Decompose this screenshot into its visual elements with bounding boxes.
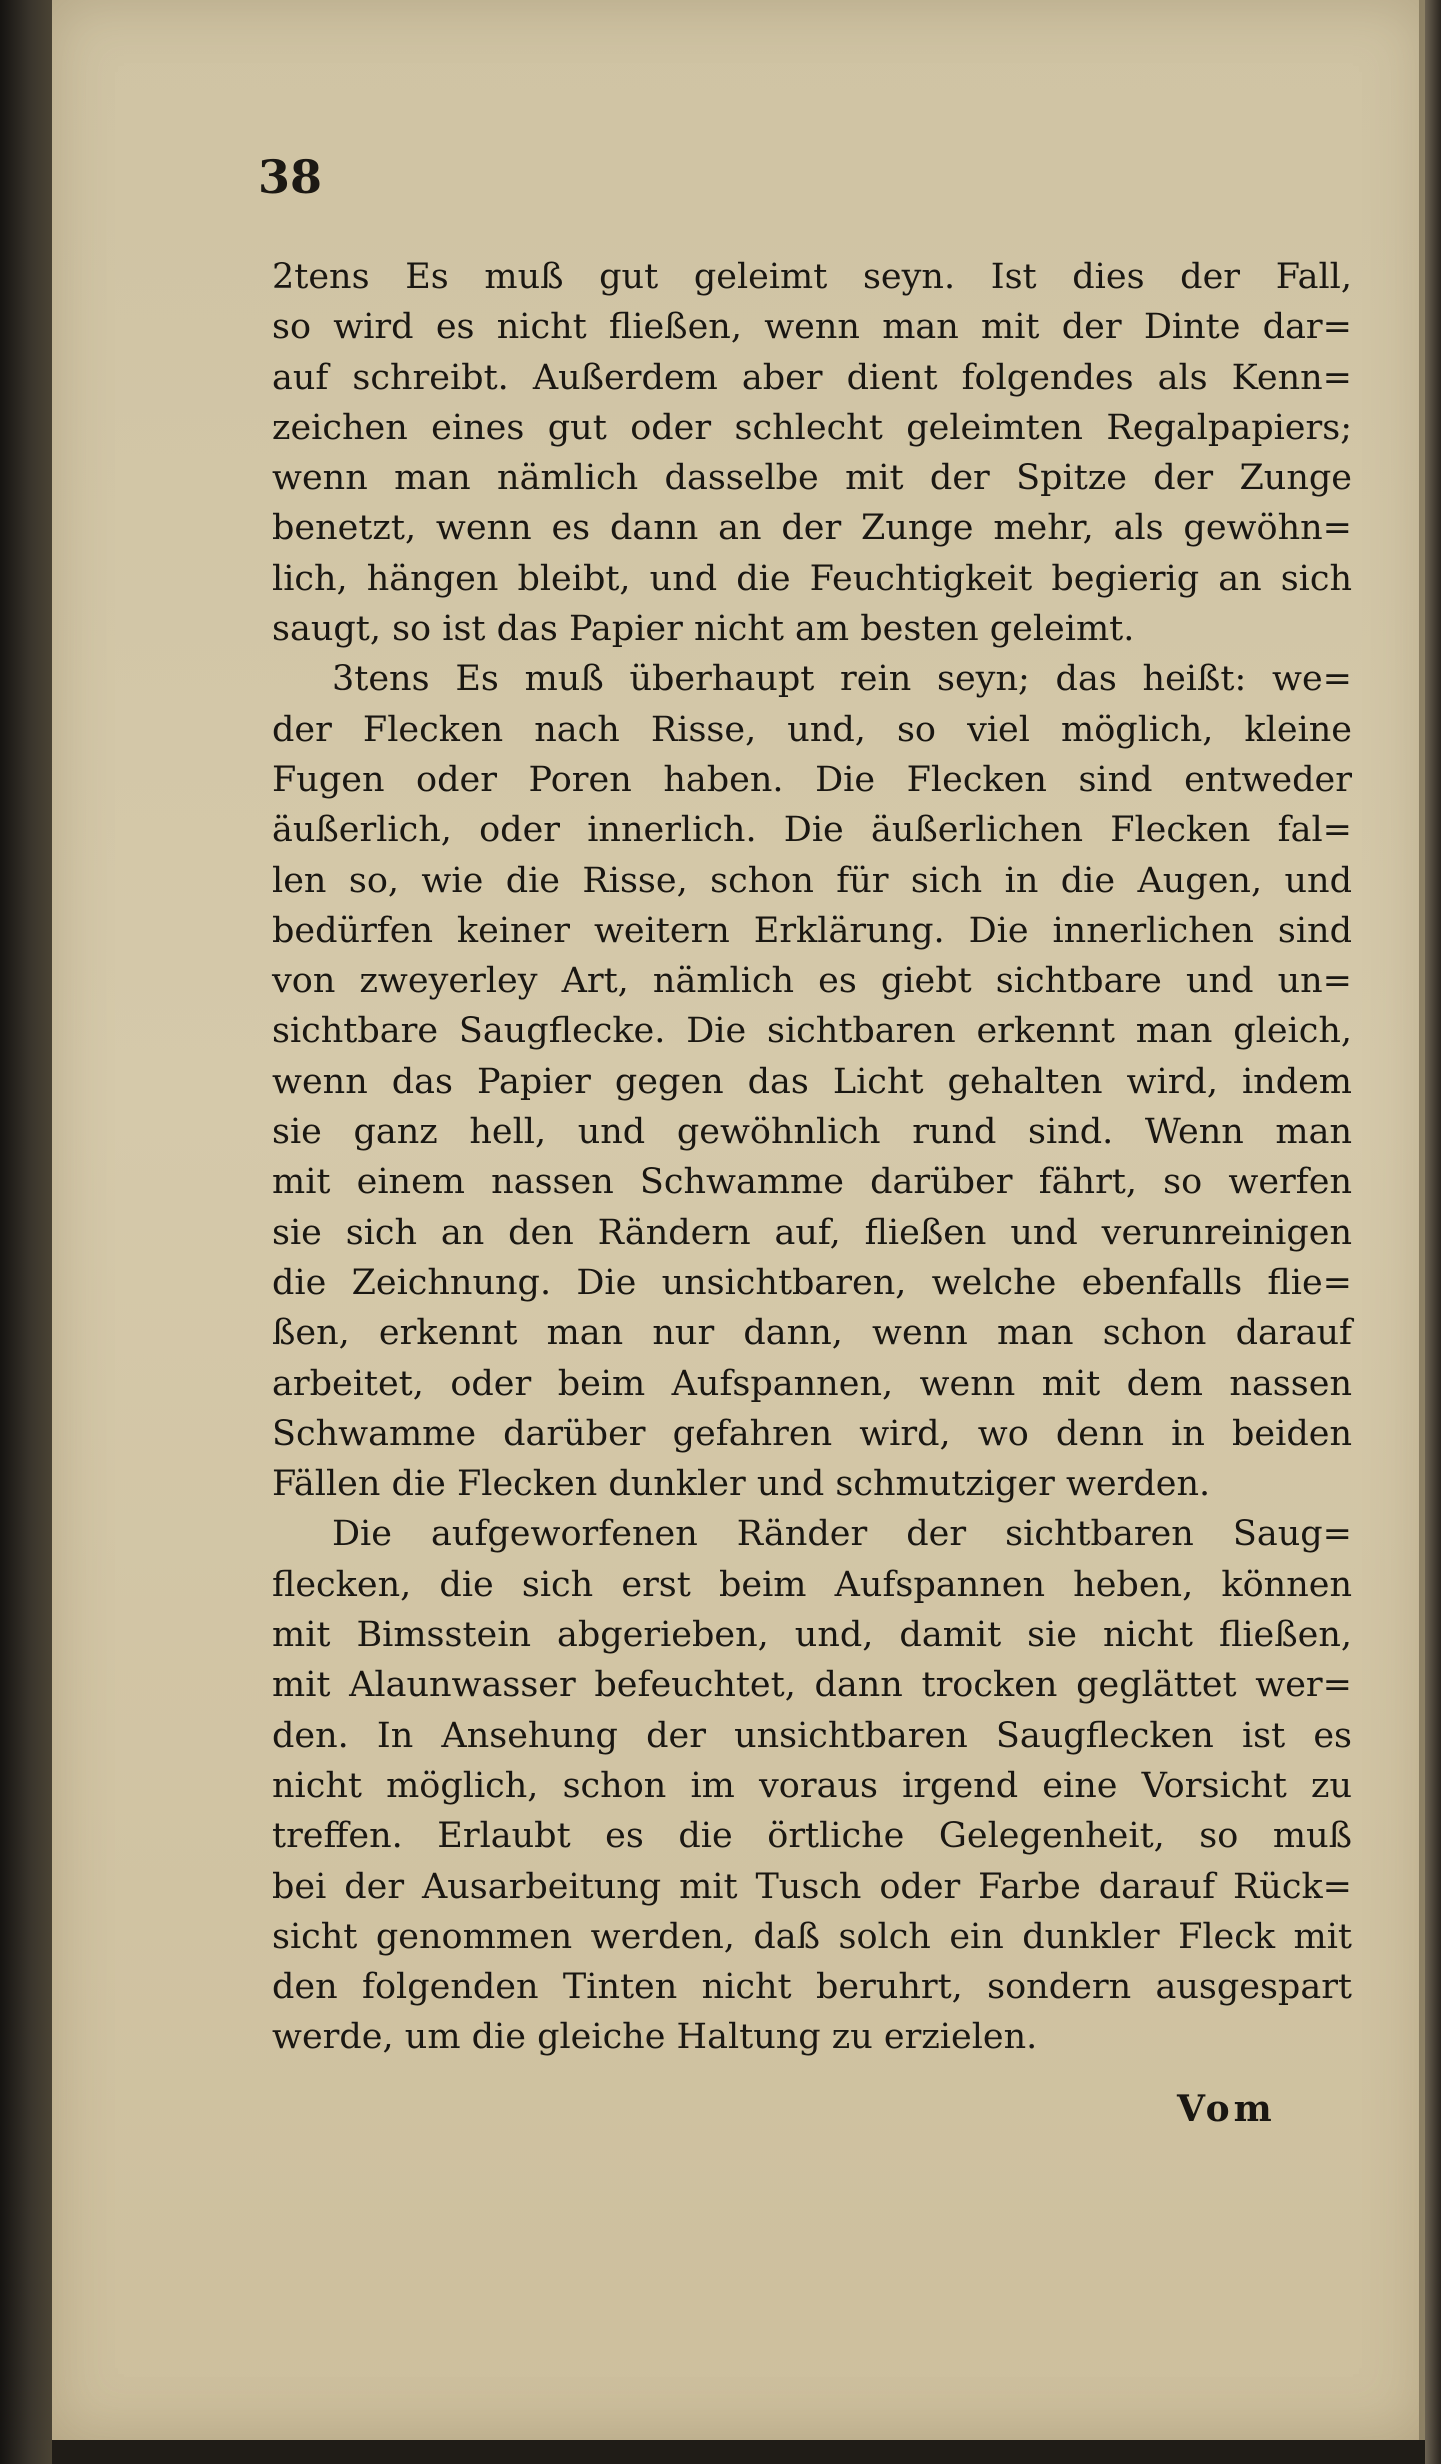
text-line: len so, wie die Risse, schon für sich in die Augen, und	[272, 860, 1352, 901]
text-line: so wird es nicht fließen, wenn man mit der Dinte dar=	[272, 307, 1352, 348]
text-line: 2tens Es muß gut geleimt seyn. Ist dies der Fall,	[272, 257, 1352, 297]
text-line: Die aufgeworfenen Ränder der sichtbaren Saug=	[332, 1514, 1352, 1555]
text-line: den. In Ansehung der unsichtbaren Saugflecken ist es	[272, 1715, 1352, 1756]
text-line: sicht genommen werden, daß solch ein dunkler Fleck mit	[272, 1916, 1352, 1957]
text-line: von zweyerley Art, nämlich es giebt sichtbare und un=	[272, 961, 1352, 1002]
text-line: mit Bimsstein abgerieben, und, damit sie nicht fließen,	[272, 1615, 1352, 1656]
scan-right-edge	[1425, 0, 1441, 2464]
text-line: bei der Ausarbeitung mit Tusch oder Farbe darauf Rück=	[272, 1866, 1352, 1907]
text-line: werde, um die gleiche Haltung zu erzielen.	[272, 2017, 1038, 2058]
text-line: die Zeichnung. Die unsichtbaren, welche ebenfalls flie=	[272, 1262, 1352, 1303]
text-line: benetzt, wenn es dann an der Zunge mehr, als gewöhn=	[272, 508, 1352, 549]
page-gutter	[1419, 0, 1425, 2440]
text-line: Fällen die Flecken dunkler und schmutziger werden.	[272, 1464, 1211, 1505]
text-line: sichtbare Saugflecke. Die sichtbaren erkennt man gleich,	[272, 1011, 1352, 1052]
text-line: bedürfen keiner weitern Erklärung. Die innerlichen sind	[272, 910, 1352, 951]
text-line: äußerlich, oder innerlich. Die äußerlichen Flecken fal=	[272, 810, 1352, 851]
text-line: wenn das Papier gegen das Licht gehalten wird, indem	[272, 1061, 1352, 1102]
page-number: 38	[258, 150, 323, 204]
text-line: arbeitet, oder beim Aufspannen, wenn mit dem nassen	[272, 1363, 1352, 1404]
text-line: zeichen eines gut oder schlecht geleimten Regalpapiers;	[272, 407, 1352, 448]
scan-left-edge	[0, 0, 52, 2464]
text-line: flecken, die sich erst beim Aufspannen heben, können	[272, 1564, 1352, 1605]
text-line: der Flecken nach Risse, und, so viel möglich, kleine	[272, 709, 1352, 750]
scan-bottom-edge	[52, 2440, 1425, 2464]
text-line: sie ganz hell, und gewöhnlich rund sind. Wenn man	[272, 1112, 1352, 1153]
text-line: ßen, erkennt man nur dann, wenn man schon darauf	[272, 1313, 1352, 1354]
text-line: lich, hängen bleibt, und die Feuchtigkeit begierig an sich	[272, 558, 1352, 599]
text-line: 3tens Es muß überhaupt rein seyn; das heißt: we=	[332, 659, 1352, 700]
text-line: treffen. Erlaubt es die örtliche Gelegenheit, so muß	[272, 1816, 1352, 1857]
text-line: Schwamme darüber gefahren wird, wo denn in beiden	[272, 1413, 1352, 1454]
text-line: Fugen oder Poren haben. Die Flecken sind entweder	[272, 759, 1352, 800]
catchword: Vom	[1177, 2088, 1276, 2130]
text-line: wenn man nämlich dasselbe mit der Spitze der Zunge	[272, 458, 1352, 499]
text-line: saugt, so ist das Papier nicht am besten geleimt.	[272, 609, 1135, 650]
text-line: mit Alaunwasser befeuchtet, dann trocken geglättet wer=	[272, 1665, 1352, 1706]
text-line: nicht möglich, schon im voraus irgend eine Vorsicht zu	[272, 1765, 1352, 1806]
text-line: den folgenden Tinten nicht beruhrt, sondern ausgespart	[272, 1967, 1352, 2008]
text-line: mit einem nassen Schwamme darüber fährt, so werfen	[272, 1162, 1352, 1203]
text-line: sie sich an den Rändern auf, fließen und verunreinigen	[272, 1212, 1352, 1253]
book-page	[52, 0, 1425, 2440]
body-text	[272, 252, 1352, 2063]
text-line: auf schreibt. Außerdem aber dient folgendes als Kenn=	[272, 357, 1352, 398]
